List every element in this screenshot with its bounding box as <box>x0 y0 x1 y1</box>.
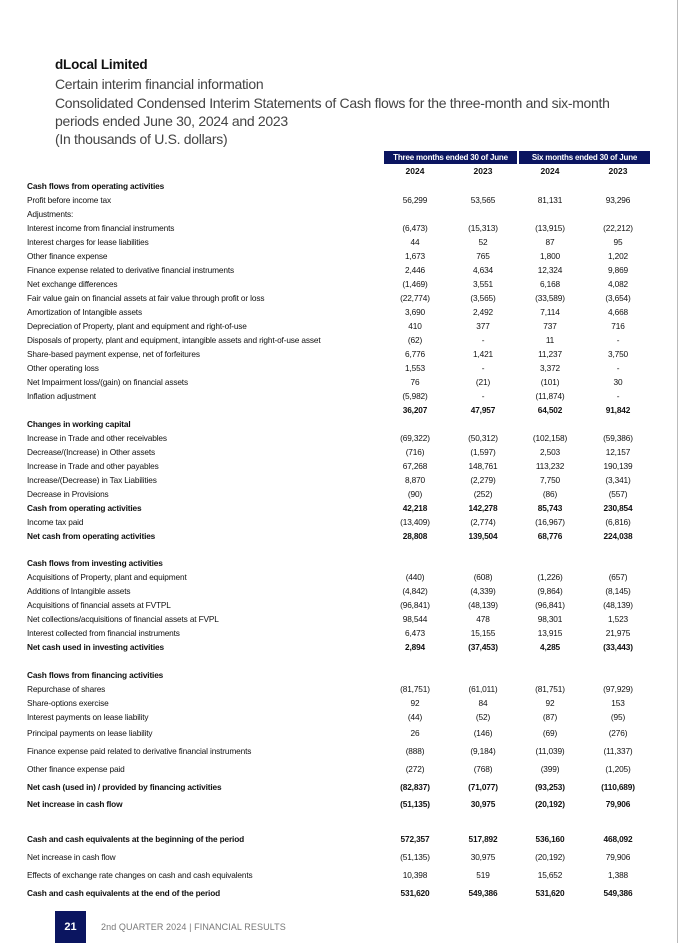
row-value: 21,975 <box>605 628 631 638</box>
row-value: 1,673 <box>404 251 425 261</box>
row-value: 11,237 <box>538 349 562 359</box>
row-label: Interest payments on lease liability <box>27 712 149 722</box>
row-value: 52 <box>478 237 488 247</box>
table-row <box>27 763 647 775</box>
subtitle-line-2: Consolidated Condensed Interim Statements of Cash flows for the three-month and six-month <box>55 95 610 111</box>
row-value: 67,268 <box>402 461 428 471</box>
row-value: - <box>481 391 485 401</box>
row-value: 47,957 <box>470 405 496 415</box>
row-value: (20,192) <box>535 852 565 862</box>
row-value: 4,285 <box>539 642 560 652</box>
row-value: 53,565 <box>470 195 496 205</box>
row-label: Acquisitions of Property, plant and equipment <box>27 572 187 582</box>
row-value: (3,565) <box>470 293 496 303</box>
row-value: (272) <box>405 764 425 774</box>
row-value: 84 <box>478 698 488 708</box>
row-value: (399) <box>540 764 560 774</box>
row-value: (13,915) <box>535 223 565 233</box>
row-value: (33,443) <box>603 642 633 652</box>
row-value: 148,761 <box>468 461 498 471</box>
row-label: Additions of Intangible assets <box>27 586 131 596</box>
row-value: (4,842) <box>402 586 428 596</box>
row-label: Other finance expense <box>27 251 108 261</box>
row-value: (9,864) <box>537 586 563 596</box>
row-value: 85,743 <box>537 503 563 513</box>
table-row <box>27 432 647 444</box>
year-header: 2024 <box>405 166 425 176</box>
table-row <box>27 798 647 810</box>
row-value: 2,492 <box>472 307 493 317</box>
row-value: 410 <box>408 321 422 331</box>
row-value: (4,339) <box>470 586 496 596</box>
table-row <box>27 781 647 793</box>
row-value: 4,668 <box>607 307 628 317</box>
row-value: 64,502 <box>537 405 563 415</box>
row-label: Cash from operating activities <box>27 503 142 513</box>
row-value: (82,837) <box>400 782 430 792</box>
row-value: (33,589) <box>535 293 565 303</box>
row-value: (557) <box>608 489 628 499</box>
table-row <box>27 348 647 360</box>
row-value: (81,751) <box>400 684 430 694</box>
row-value: 2,894 <box>404 642 425 652</box>
row-value: (252) <box>473 489 493 499</box>
row-label: Changes in working capital <box>27 419 131 429</box>
year-header: 2024 <box>540 166 560 176</box>
row-value: (2,774) <box>470 517 496 527</box>
table-row <box>27 306 647 318</box>
row-value: 15,155 <box>470 628 496 638</box>
row-value: (101) <box>540 377 560 387</box>
row-value: 142,278 <box>468 503 498 513</box>
table-row <box>27 851 647 863</box>
three-month-header: Three months ended 30 of June <box>384 151 517 164</box>
row-label: Decrease in Provisions <box>27 489 109 499</box>
row-value: (2,279) <box>470 475 496 485</box>
row-value: (608) <box>473 572 493 582</box>
row-label: Disposals of property, plant and equipment, intangible assets and right-of-use asset <box>27 335 321 345</box>
table-row <box>27 711 647 723</box>
table-row <box>27 208 647 220</box>
row-value: 28,808 <box>402 531 428 541</box>
row-value: (1,205) <box>605 764 631 774</box>
row-label: Interest collected from financial instruments <box>27 628 180 638</box>
row-label: Net increase in cash flow <box>27 852 116 862</box>
row-value: (102,158) <box>532 433 568 443</box>
row-value: 468,092 <box>603 834 633 844</box>
row-value: - <box>481 335 485 345</box>
row-value: 8,870 <box>404 475 425 485</box>
row-value: 139,504 <box>468 531 498 541</box>
row-value: - <box>616 363 620 373</box>
table-row <box>27 236 647 248</box>
table-row <box>27 745 647 757</box>
row-value: 7,114 <box>540 307 560 317</box>
row-label: Principal payments on lease liability <box>27 728 153 738</box>
row-value: (44) <box>407 712 423 722</box>
row-value: (276) <box>608 728 628 738</box>
row-label: Cash flows from financing activities <box>27 670 164 680</box>
table-row <box>27 669 647 681</box>
row-value: 11 <box>545 335 555 345</box>
row-label: Other operating loss <box>27 363 99 373</box>
row-value: (81,751) <box>535 684 565 694</box>
table-row <box>27 557 647 569</box>
row-label: Interest charges for lease liabilities <box>27 237 149 247</box>
row-value: 98,301 <box>537 614 563 624</box>
table-row <box>27 530 647 542</box>
row-value: 737 <box>543 321 557 331</box>
row-value: 81,131 <box>537 195 563 205</box>
row-value: (1,597) <box>470 447 496 457</box>
row-value: 224,038 <box>603 531 633 541</box>
row-value: 4,634 <box>472 265 493 275</box>
row-value: (90) <box>407 489 423 499</box>
row-label: Cash flows from operating activities <box>27 181 165 191</box>
row-value: (440) <box>405 572 425 582</box>
footer-text: 2nd QUARTER 2024 | FINANCIAL RESULTS <box>101 922 286 932</box>
table-row <box>27 460 647 472</box>
row-value: (15,313) <box>468 223 498 233</box>
row-value: 79,906 <box>605 852 631 862</box>
row-value: 517,892 <box>468 834 498 844</box>
row-value: 1,800 <box>539 251 560 261</box>
table-row <box>27 264 647 276</box>
row-value: (51,135) <box>400 852 430 862</box>
row-value: (51,135) <box>400 799 430 809</box>
row-label: Finance expense paid related to derivative financial instruments <box>27 746 252 756</box>
row-value: (1,469) <box>402 279 428 289</box>
row-value: 42,218 <box>402 503 428 513</box>
row-value: (768) <box>473 764 493 774</box>
row-value: 95 <box>613 237 623 247</box>
row-value: (888) <box>405 746 425 756</box>
table-row <box>27 613 647 625</box>
table-row <box>27 474 647 486</box>
row-value: (22,212) <box>603 223 633 233</box>
row-value: (6,473) <box>402 223 428 233</box>
table-row <box>27 833 647 845</box>
table-row <box>27 292 647 304</box>
table-row <box>27 222 647 234</box>
table-row <box>27 334 647 346</box>
row-value: (21) <box>475 377 491 387</box>
row-value: (657) <box>608 572 628 582</box>
row-label: Net cash used in investing activities <box>27 642 164 652</box>
row-label: Other finance expense paid <box>27 764 125 774</box>
row-value: 56,299 <box>402 195 428 205</box>
row-value: (1,226) <box>537 572 563 582</box>
table-row <box>27 571 647 583</box>
row-value: 9,869 <box>607 265 628 275</box>
row-label: Depreciation of Property, plant and equipment and right-of-use <box>27 321 247 331</box>
company-title: dLocal Limited <box>55 57 148 72</box>
row-value: 2,446 <box>404 265 425 275</box>
row-value: (13,409) <box>400 517 430 527</box>
row-value: 3,551 <box>472 279 493 289</box>
row-value: 2,503 <box>539 447 560 457</box>
year-header: 2023 <box>608 166 628 176</box>
table-row <box>27 599 647 611</box>
row-value: 1,523 <box>607 614 628 624</box>
row-value: 230,854 <box>603 503 633 513</box>
row-value: (69,322) <box>400 433 430 443</box>
page-number-badge: 21 <box>55 911 86 943</box>
row-value: 549,386 <box>468 888 498 898</box>
table-row <box>27 446 647 458</box>
row-value: 377 <box>476 321 490 331</box>
row-value: 98,544 <box>402 614 428 624</box>
row-value: 6,776 <box>404 349 425 359</box>
row-value: (62) <box>407 335 423 345</box>
row-value: (11,874) <box>535 391 565 401</box>
row-value: 87 <box>545 237 555 247</box>
row-value: (96,841) <box>535 600 565 610</box>
row-value: (61,011) <box>468 684 498 694</box>
row-label: Interest income from financial instruments <box>27 223 175 233</box>
row-value: (11,337) <box>603 746 633 756</box>
row-value: 7,750 <box>539 475 560 485</box>
row-value: 79,906 <box>605 799 631 809</box>
row-label: Share-based payment expense, net of forfeitures <box>27 349 200 359</box>
row-label: Inflation adjustment <box>27 391 96 401</box>
row-value: 536,160 <box>535 834 565 844</box>
row-value: 76 <box>410 377 420 387</box>
year-header: 2023 <box>473 166 493 176</box>
row-value: (20,192) <box>535 799 565 809</box>
row-value: (95) <box>610 712 626 722</box>
row-value: (5,982) <box>402 391 428 401</box>
row-label: Acquisitions of financial assets at FVTPL <box>27 600 171 610</box>
row-label: Net Impairment loss/(gain) on financial assets <box>27 377 188 387</box>
table-row <box>27 869 647 881</box>
row-value: (86) <box>542 489 558 499</box>
row-label: Share-options exercise <box>27 698 109 708</box>
row-label: Finance expense related to derivative financial instruments <box>27 265 234 275</box>
row-value: (69) <box>542 728 558 738</box>
row-label: Increase in Trade and other receivables <box>27 433 167 443</box>
table-row <box>27 278 647 290</box>
row-value: 1,553 <box>404 363 425 373</box>
row-value: (97,929) <box>603 684 633 694</box>
row-value: (71,077) <box>468 782 498 792</box>
row-value: (93,253) <box>535 782 565 792</box>
row-value: 113,232 <box>535 461 565 471</box>
row-value: 572,357 <box>400 834 430 844</box>
row-value: (87) <box>542 712 558 722</box>
table-row <box>27 887 647 899</box>
row-label: Increase/(Decrease) in Tax Liabilities <box>27 475 157 485</box>
row-value: 3,690 <box>404 307 425 317</box>
row-label: Decrease/(Increase) in Other assets <box>27 447 156 457</box>
row-value: 478 <box>476 614 490 624</box>
table-row <box>27 390 647 402</box>
row-value: (96,841) <box>400 600 430 610</box>
row-value: (48,139) <box>603 600 633 610</box>
row-label: Amortization of Intangible assets <box>27 307 142 317</box>
row-value: 13,915 <box>537 628 563 638</box>
row-value: (3,654) <box>605 293 631 303</box>
row-value: 15,652 <box>537 870 563 880</box>
table-row <box>27 641 647 653</box>
table-row <box>27 727 647 739</box>
row-value: (6,816) <box>605 517 631 527</box>
table-row <box>27 697 647 709</box>
table-row <box>27 683 647 695</box>
row-value: - <box>616 335 620 345</box>
row-label: Net cash from operating activities <box>27 531 156 541</box>
row-label: Cash and cash equivalents at the end of the period <box>27 888 221 898</box>
row-value: (9,184) <box>470 746 496 756</box>
row-value: 1,421 <box>472 349 493 359</box>
table-row <box>27 180 647 192</box>
row-value: (716) <box>405 447 425 457</box>
row-value: (16,967) <box>535 517 565 527</box>
row-value: 3,750 <box>607 349 628 359</box>
row-value: 3,372 <box>539 363 560 373</box>
row-value: (110,689) <box>601 782 635 792</box>
row-value: 6,473 <box>404 628 425 638</box>
table-row <box>27 320 647 332</box>
row-value: (8,145) <box>605 586 631 596</box>
row-label: Net cash (used in) / provided by financing activities <box>27 782 222 792</box>
row-value: 549,386 <box>603 888 633 898</box>
table-row <box>27 502 647 514</box>
row-value: (22,774) <box>400 293 430 303</box>
row-label: Cash flows from investing activities <box>27 558 163 568</box>
row-value: 91,842 <box>605 405 631 415</box>
row-value: 44 <box>410 237 420 247</box>
row-value: 531,620 <box>535 888 565 898</box>
row-value: 765 <box>476 251 490 261</box>
row-value: (52) <box>475 712 491 722</box>
row-value: 153 <box>611 698 625 708</box>
table-row <box>27 585 647 597</box>
row-value: 10,398 <box>402 870 428 880</box>
row-label: Profit before income tax <box>27 195 112 205</box>
row-value: 4,082 <box>607 279 628 289</box>
row-value: - <box>616 391 620 401</box>
table-row <box>27 362 647 374</box>
row-value: 1,388 <box>607 870 628 880</box>
row-value: (3,341) <box>605 475 631 485</box>
table-row <box>27 250 647 262</box>
table-row <box>27 404 647 416</box>
row-value: 30,975 <box>470 852 496 862</box>
row-label: Net collections/acquisitions of financial assets at FVPL <box>27 614 219 624</box>
row-value: 92 <box>545 698 555 708</box>
table-row <box>27 194 647 206</box>
table-row <box>27 488 647 500</box>
row-value: 190,139 <box>603 461 633 471</box>
table-row <box>27 516 647 528</box>
row-value: 93,296 <box>605 195 631 205</box>
row-value: (37,453) <box>468 642 498 652</box>
row-value: 30 <box>613 377 623 387</box>
table-row <box>27 627 647 639</box>
row-value: (146) <box>473 728 493 738</box>
row-value: (11,039) <box>535 746 565 756</box>
table-row <box>27 418 647 430</box>
row-label: Increase in Trade and other payables <box>27 461 159 471</box>
row-value: (50,312) <box>468 433 498 443</box>
row-label: Net increase in cash flow <box>27 799 123 809</box>
row-label: Net exchange differences <box>27 279 118 289</box>
row-label: Cash and cash equivalents at the beginning of the period <box>27 834 245 844</box>
table-row <box>27 376 647 388</box>
row-value: 12,157 <box>605 447 631 457</box>
row-value: 531,620 <box>400 888 430 898</box>
page-edge-rule <box>677 0 678 943</box>
row-value: 1,202 <box>607 251 628 261</box>
row-label: Income tax paid <box>27 517 84 527</box>
row-value: 519 <box>476 870 490 880</box>
row-value: (48,139) <box>468 600 498 610</box>
six-month-header: Six months ended 30 of June <box>519 151 650 164</box>
subtitle-line-4: (In thousands of U.S. dollars) <box>55 131 228 147</box>
row-value: 68,776 <box>537 531 563 541</box>
row-value: 26 <box>410 728 420 738</box>
row-value: 30,975 <box>470 799 496 809</box>
row-label: Repurchase of shares <box>27 684 106 694</box>
row-value: 6,168 <box>539 279 560 289</box>
row-value: 12,324 <box>537 265 563 275</box>
row-value: 716 <box>611 321 625 331</box>
row-label: Fair value gain on financial assets at fair value through profit or loss <box>27 293 265 303</box>
subtitle-line-1: Certain interim financial information <box>55 76 264 92</box>
row-label: Effects of exchange rate changes on cash and cash equivalents <box>27 870 253 880</box>
row-value: 36,207 <box>402 405 428 415</box>
row-label: Adjustments: <box>27 209 74 219</box>
row-value: 92 <box>410 698 420 708</box>
row-value: - <box>481 363 485 373</box>
subtitle-line-3: periods ended June 30, 2024 and 2023 <box>55 113 288 129</box>
row-value: (59,386) <box>603 433 633 443</box>
